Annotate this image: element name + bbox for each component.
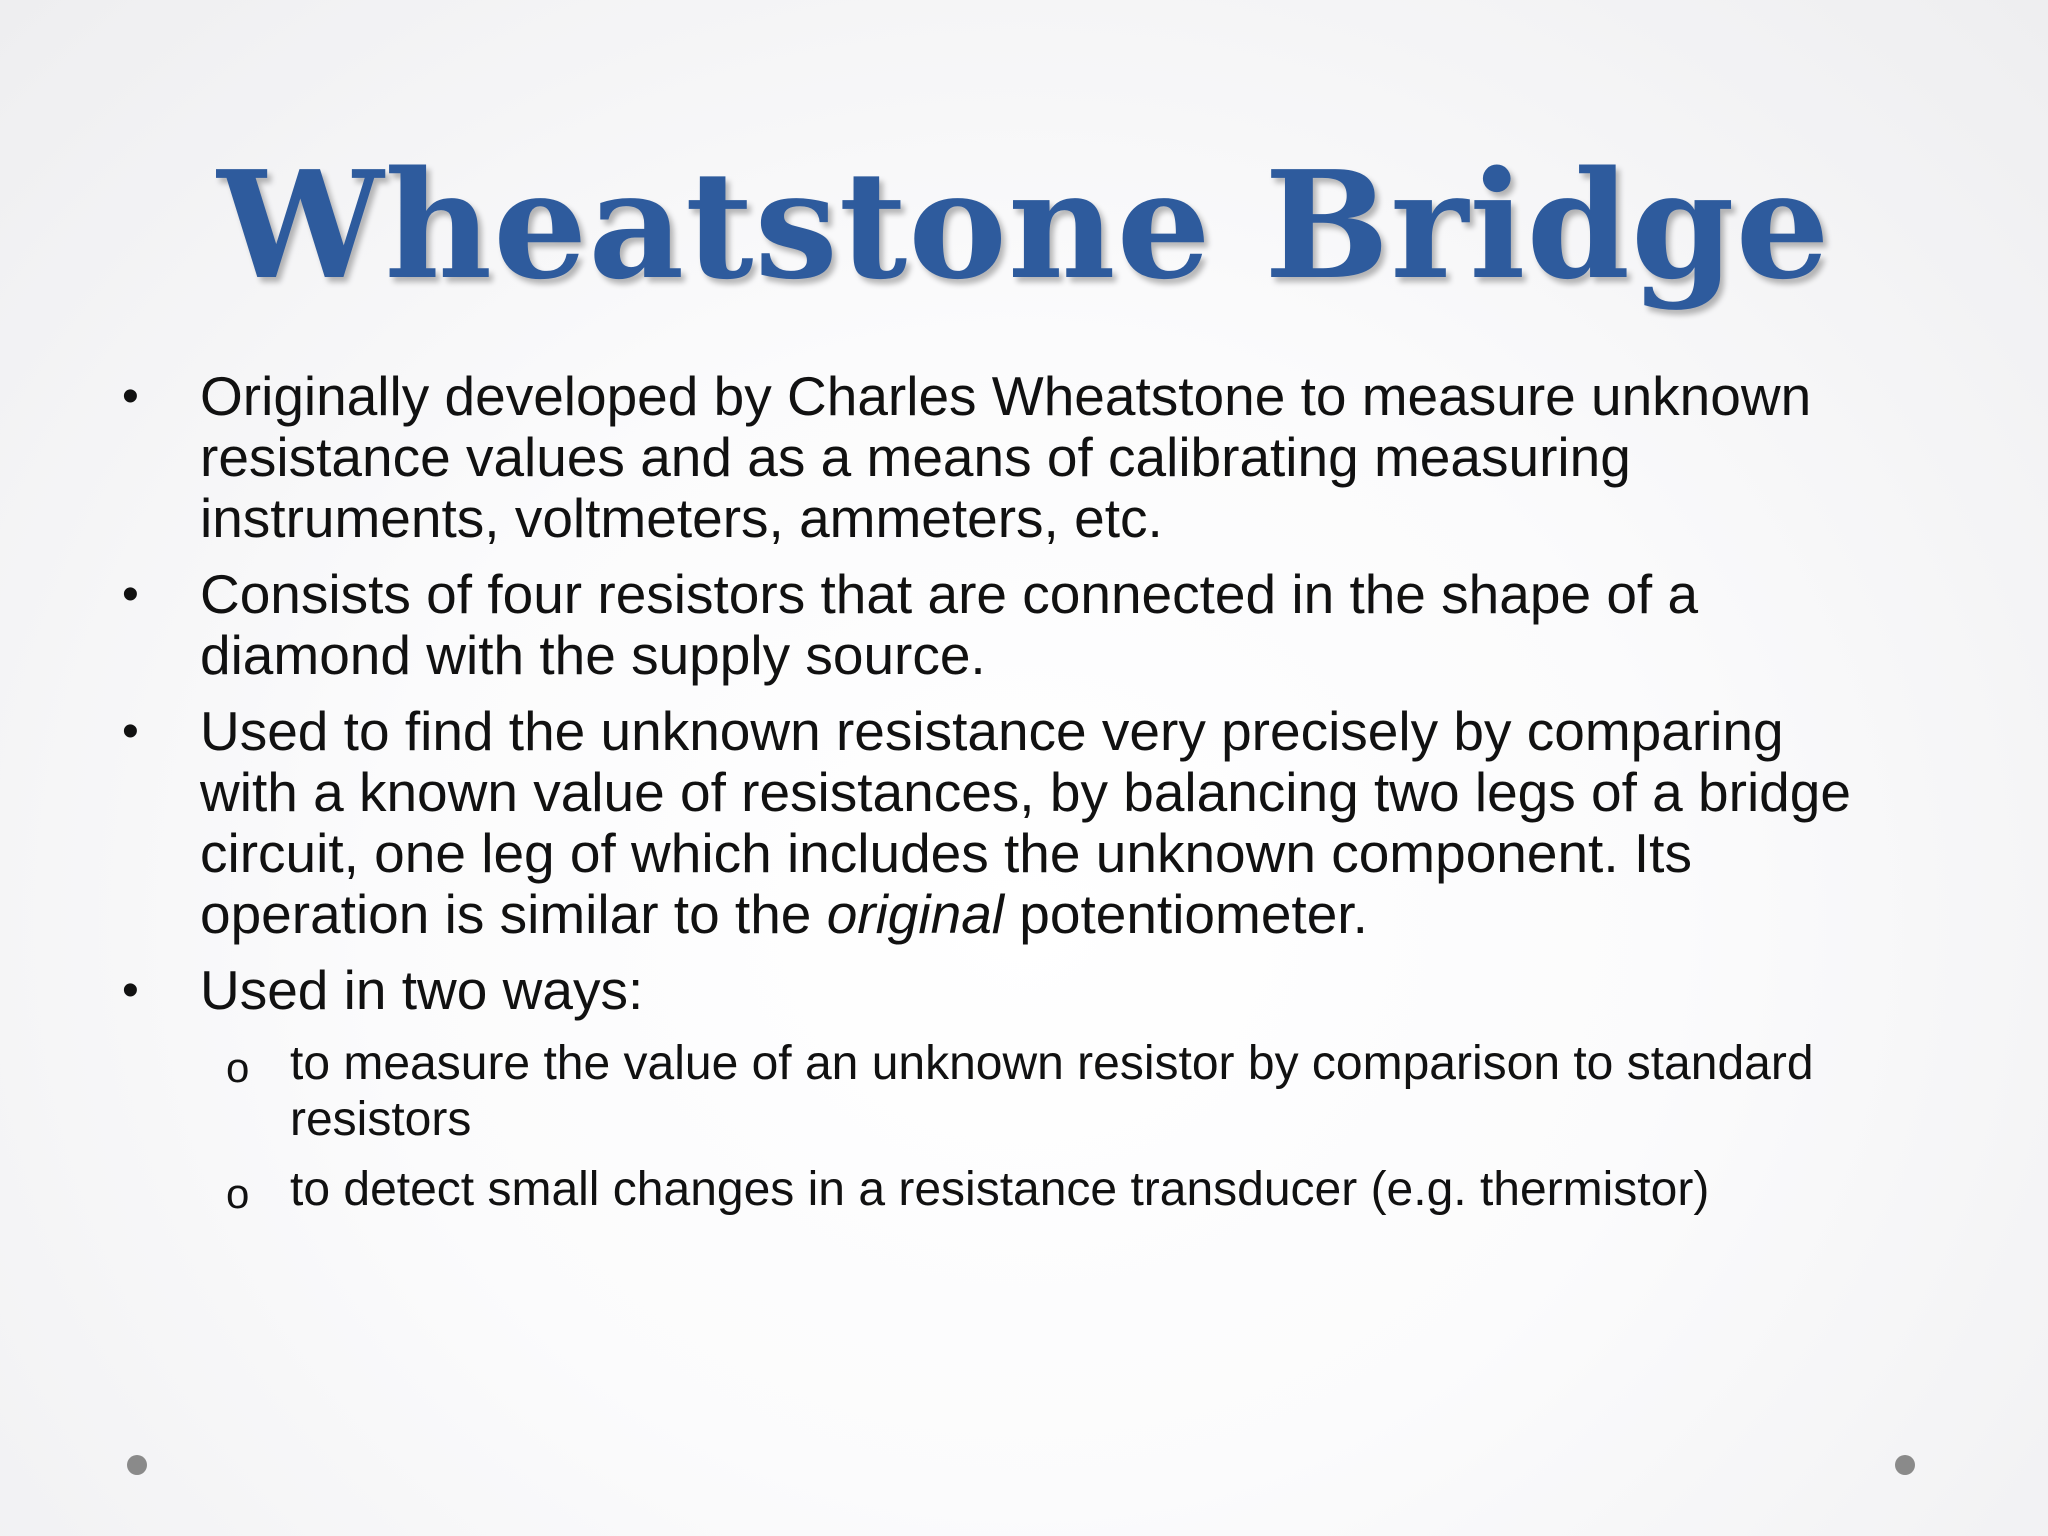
- bullet-line: Used in two ways:: [200, 959, 644, 1021]
- bullet-line: Consists of four resistors that are connected in the shape of a: [200, 563, 1699, 625]
- sub-bullet-marker: o: [226, 1170, 250, 1217]
- bullet-item: [120, 564, 1920, 686]
- bullet-marker: •: [122, 568, 139, 621]
- bullet-line: circuit, one leg of which includes the unknown component. Its: [200, 822, 1692, 884]
- bullet-line: with a known value of resistances, by balancing two legs of a bridge: [200, 761, 1851, 823]
- corner-dot-left: [127, 1455, 147, 1475]
- sub-bullet-item: [120, 1036, 1920, 1148]
- bullet-text: operation is similar to the: [200, 883, 827, 945]
- corner-dot-right: [1895, 1455, 1915, 1475]
- sub-bullet-line: to measure the value of an unknown resistor by comparison to standard: [290, 1037, 1814, 1090]
- bullet-line: resistance values and as a means of calibrating measuring: [200, 426, 1631, 488]
- sub-bullet-line: to detect small changes in a resistance transducer (e.g. thermistor): [290, 1163, 1710, 1216]
- bullet-list: [120, 366, 1920, 1232]
- bullet-item: [120, 960, 1920, 1021]
- bullet-line: Originally developed by Charles Wheatstone to measure unknown: [200, 365, 1812, 427]
- bullet-marker: •: [122, 964, 139, 1017]
- sub-bullet-line: resistors: [290, 1093, 472, 1146]
- bullet-marker: •: [122, 705, 139, 758]
- bullet-text: potentiometer.: [1004, 883, 1368, 945]
- sub-bullet-list: [120, 1036, 1920, 1218]
- bullet-item: [120, 701, 1920, 945]
- bullet-line: [200, 884, 1920, 945]
- bullet-line: diamond with the supply source.: [200, 624, 986, 686]
- slide-title: Wheatstone Bridge: [217, 138, 1831, 312]
- bullet-marker: •: [122, 370, 139, 423]
- sub-bullet-item: [120, 1162, 1920, 1218]
- italic-emphasis: original: [826, 883, 1005, 945]
- bullet-item: [120, 366, 1920, 549]
- sub-bullet-marker: o: [226, 1044, 250, 1091]
- bullet-line: Used to find the unknown resistance very precisely by comparing: [200, 700, 1784, 762]
- bullet-line: instruments, voltmeters, ammeters, etc.: [200, 487, 1163, 549]
